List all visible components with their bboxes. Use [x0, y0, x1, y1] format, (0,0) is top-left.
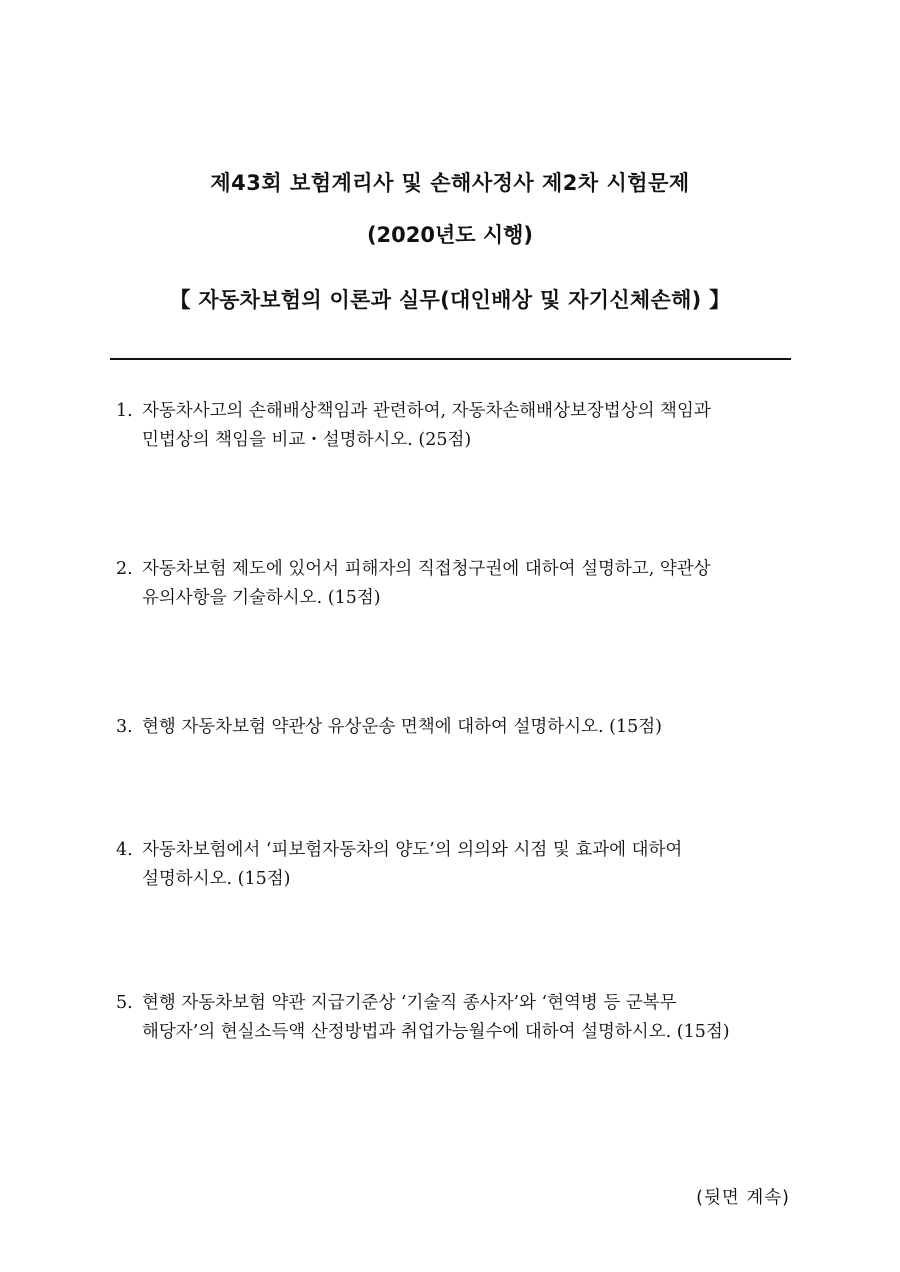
question-3	[116, 713, 796, 742]
question-5	[116, 989, 796, 1047]
question-3-number: 3.	[116, 717, 133, 737]
question-5-text-1: 현행 자동차보험 약관 지급기준상 ‘기술직 종사자’와 ‘현역병 등 군복무	[142, 993, 677, 1013]
question-4-line-1	[116, 836, 796, 865]
question-4-text-1: 자동차보험에서 ‘피보험자동차의 양도’의 의의와 시점 및 효과에 대하여	[142, 840, 683, 860]
question-4	[116, 836, 796, 894]
question-1	[116, 397, 796, 455]
question-2-text-2: 유의사항을 기술하시오. (15점)	[142, 588, 381, 608]
question-2-line-1	[116, 555, 796, 584]
exam-year: (2020년도 시행)	[366, 223, 534, 247]
question-2-text-1: 자동차보험 제도에 있어서 피해자의 직접청구권에 대하여 설명하고, 약관상	[142, 559, 711, 579]
question-4-text-2: 설명하시오. (15점)	[142, 869, 291, 889]
exam-title: 제43회 보험계리사 및 손해사정사 제2차 시험문제	[210, 171, 690, 195]
question-2-number: 2.	[116, 559, 133, 579]
question-5-number: 5.	[116, 993, 133, 1013]
question-3-line-1	[116, 713, 796, 742]
continue-note: (뒷면 계속)	[696, 1188, 790, 1208]
question-1-number: 1.	[116, 401, 133, 421]
question-5-text-2: 해당자’의 현실소득액 산정방법과 취업가능월수에 대하여 설명하시오. (15점)	[142, 1022, 730, 1042]
header-divider	[110, 358, 791, 360]
question-4-number: 4.	[116, 840, 133, 860]
question-1-line-1	[116, 397, 796, 426]
question-2	[116, 555, 796, 613]
question-1-text-1: 자동차사고의 손해배상책임과 관련하여, 자동차손해배상보장법상의 책임과	[142, 401, 711, 421]
question-1-text-2: 민법상의 책임을 비교・설명하시오. (25점)	[142, 430, 472, 450]
question-5-line-1	[116, 989, 796, 1018]
subject-heading: 【 자동차보험의 이론과 실무(대인배상 및 자기신체손해) 】	[169, 288, 731, 312]
question-3-text-1: 현행 자동차보험 약관상 유상운송 면책에 대하여 설명하시오. (15점)	[142, 717, 662, 737]
